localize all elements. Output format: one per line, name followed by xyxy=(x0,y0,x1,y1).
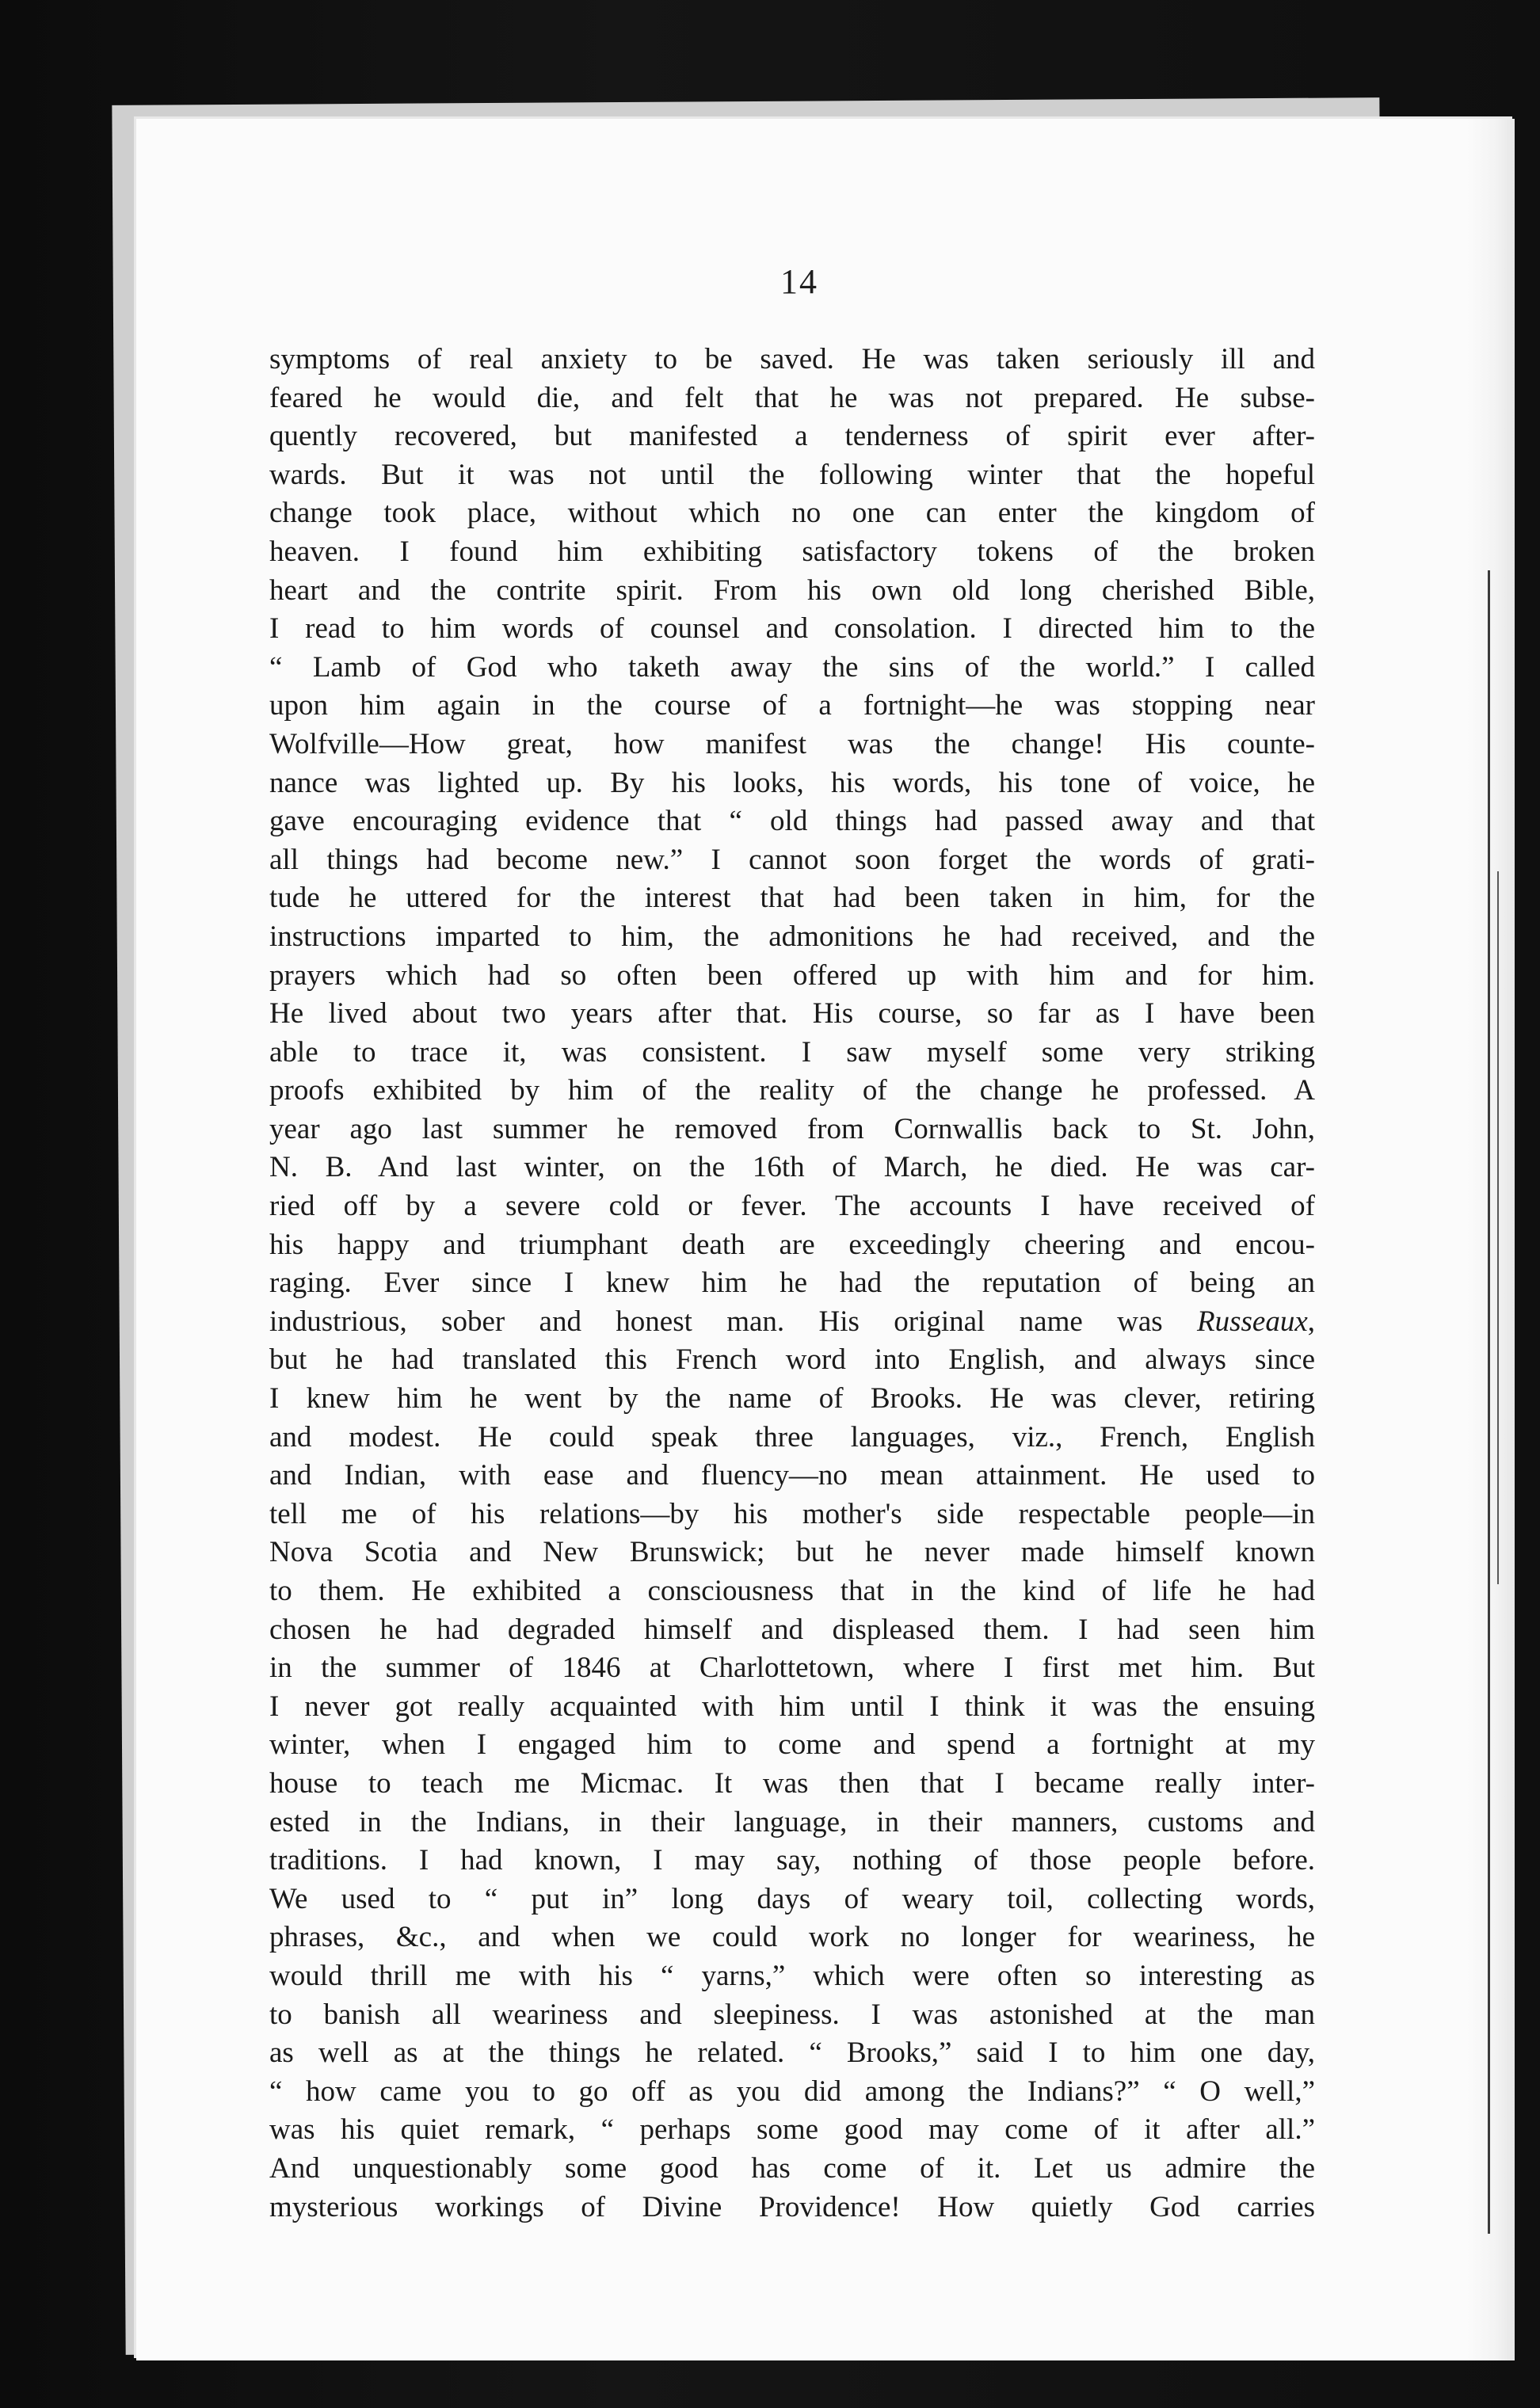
text-line: was his quiet remark, “ perhaps some good may come of it after all.” xyxy=(269,2113,1315,2147)
page-number: 14 xyxy=(780,262,818,301)
text-line: Nova Scotia and New Brunswick; but he never made himself known xyxy=(269,1536,1315,1569)
text-line: house to teach me Micmac. It was then that I became really inter- xyxy=(269,1766,1315,1800)
text-line: to them. He exhibited a consciousness that in the kind of life he had xyxy=(269,1575,1315,1607)
text-line: proofs exhibited by him of the reality of the change he professed. A xyxy=(269,1074,1315,1107)
text-line: He lived about two years after that. His course, so far as I have been xyxy=(269,997,1315,1031)
text-line: year ago last summer he removed from Cornwallis back to St. John, xyxy=(269,1112,1315,1145)
text-line: heart and the contrite spirit. From his own old long cherished Bible, xyxy=(269,573,1315,607)
text-line: winter, when I engaged him to come and spend a fortnight at my xyxy=(269,1728,1315,1762)
text-line: change took place, without which no one can enter the kingdom of xyxy=(269,497,1315,530)
text-line: and modest. He could speak three languages, viz., French, English xyxy=(269,1420,1315,1454)
text-line: prayers which had so often been offered up with him and for him. xyxy=(269,958,1315,992)
text-line: and Indian, with ease and fluency—no mean attainment. He used to xyxy=(269,1459,1315,1492)
text-line: symptoms of real anxiety to be saved. He was taken seriously ill and xyxy=(269,343,1315,375)
binding-line-secondary xyxy=(1497,871,1499,1584)
italic-suffix: , xyxy=(1307,1305,1315,1338)
text-line: traditions. I had known, I may say, nothing of those people before. xyxy=(269,1844,1315,1877)
text-line: tell me of his relations—by his mother's side respectable people—in xyxy=(269,1497,1315,1530)
text-line: “ Lamb of God who taketh away the sins of the world.” I called xyxy=(269,650,1315,684)
text-line: raging. Ever since I knew him he had the reputation of being an xyxy=(269,1267,1315,1300)
text-line: We used to “ put in” long days of weary toil, collecting words, xyxy=(269,1882,1315,1915)
text-line: in the summer of 1846 at Charlottetown, where I first met him. But xyxy=(269,1652,1315,1685)
text-line: N. B. And last winter, on the 16th of March, he died. He was car- xyxy=(269,1151,1315,1184)
text-line: gave encouraging evidence that “ old things had passed away and that xyxy=(269,805,1315,838)
text-line: ested in the Indians, in their language, in their manners, customs and xyxy=(269,1805,1315,1838)
binding-line xyxy=(1488,570,1490,2234)
text-line: as well as at the things he related. “ Brooks,” said I to him one day, xyxy=(269,2037,1315,2070)
text-line: heaven. I found him exhibiting satisfactory tokens of the broken xyxy=(269,535,1315,568)
text-line: would thrill me with his “ yarns,” which were often so interesting as xyxy=(269,1959,1315,1992)
text-line: but he had translated this French word into English, and always since xyxy=(269,1343,1315,1377)
text-line: upon him again in the course of a fortnight—he was stopping near xyxy=(269,689,1315,722)
page-gutter-shadow xyxy=(1467,119,1515,2360)
text-line: tude he uttered for the interest that had been taken in him, for the xyxy=(269,882,1315,915)
text-line: able to trace it, was consistent. I saw myself some very striking xyxy=(269,1035,1315,1069)
text-line: Wolfville—How great, how manifest was the change! His counte- xyxy=(269,727,1315,760)
text-line: wards. But it was not until the following winter that the hopeful xyxy=(269,458,1315,491)
text-line: to banish all weariness and sleepiness. I was astonished at the man xyxy=(269,1998,1315,2031)
text-line: I never got really acquainted with him until I think it was the ensuing xyxy=(269,1690,1315,1723)
text-line: quently recovered, but manifested a tenderness of spirit ever after- xyxy=(269,420,1315,453)
text-line-with-italic xyxy=(269,1303,1315,1342)
text-line-segment: industrious, sober and honest man. His original name was xyxy=(269,1305,1197,1338)
text-line: I knew him he went by the name of Brooks. He was clever, retiring xyxy=(269,1382,1315,1415)
text-line: instructions imparted to him, the admonitions he had received, and the xyxy=(269,920,1315,953)
text-line: And unquestionably some good has come of it. Let us admire the xyxy=(269,2151,1315,2185)
text-line: phrases, &c., and when we could work no longer for weariness, he xyxy=(269,1921,1315,1954)
text-line: ried off by a severe cold or fever. The accounts I have received of xyxy=(269,1190,1315,1223)
body-text xyxy=(269,341,1315,2227)
text-line: feared he would die, and felt that he was not prepared. He subse- xyxy=(269,381,1315,414)
text-line: “ how came you to go off as you did among the Indians?” “ O well,” xyxy=(269,2075,1315,2108)
text-line: mysterious workings of Divine Providence! How quietly God carries xyxy=(269,2190,1315,2223)
text-line: his happy and triumphant death are exceedingly cheering and encou- xyxy=(269,1228,1315,1261)
text-line: all things had become new.” I cannot soon forget the words of grati- xyxy=(269,843,1315,876)
text-line: nance was lighted up. By his looks, his words, his tone of voice, he xyxy=(269,766,1315,799)
text-line: chosen he had degraded himself and displeased them. I had seen him xyxy=(269,1613,1315,1646)
text-line: I read to him words of counsel and consolation. I directed him to the xyxy=(269,612,1315,646)
italic-name: Russeaux xyxy=(1197,1305,1308,1338)
